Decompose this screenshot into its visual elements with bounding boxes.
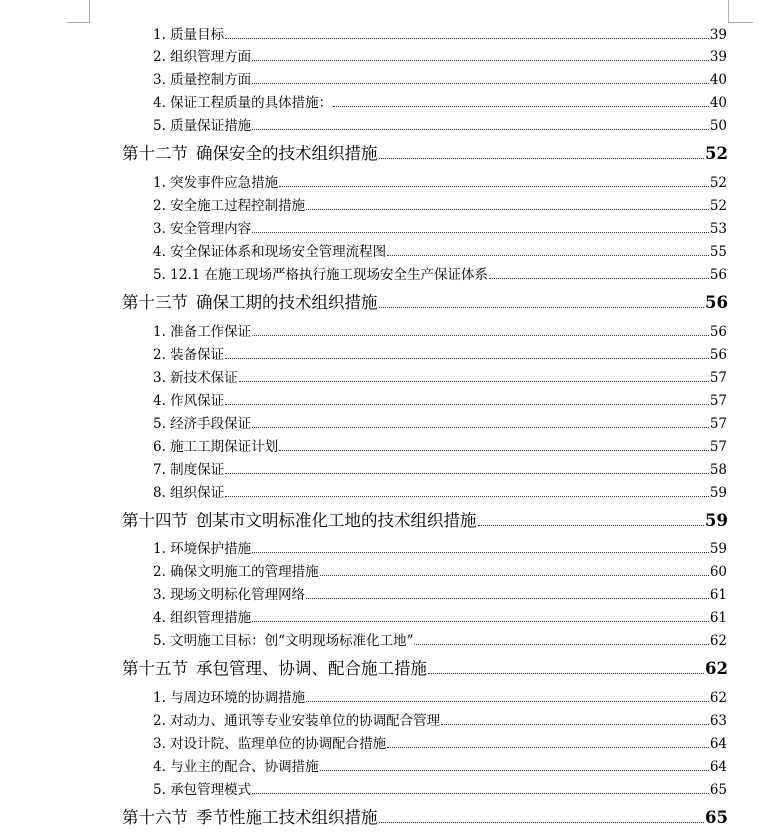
toc-entry-title: 2. 确保文明施工的管理措施 (153, 564, 319, 580)
toc-page-number: 59 (709, 485, 727, 501)
toc-item-entry[interactable] (153, 631, 727, 651)
dot-leader (489, 278, 709, 279)
toc-entry-title: 3. 安全管理内容 (153, 221, 252, 237)
toc-section-entry[interactable] (122, 141, 728, 167)
toc-item-entry[interactable] (153, 391, 727, 411)
toc-section-entry[interactable] (122, 508, 728, 534)
toc-section-entry[interactable] (122, 656, 728, 682)
dot-leader (428, 673, 704, 674)
toc-item-entry[interactable] (153, 585, 727, 605)
dot-leader (320, 575, 709, 576)
toc-item-entry[interactable] (153, 322, 727, 342)
toc-entry-title: 5. 文明施工目标：创“文明现场标准化工地” (153, 633, 414, 649)
toc-page-number: 64 (709, 736, 727, 752)
dot-leader (252, 83, 709, 84)
toc-page-number: 56 (709, 347, 727, 363)
toc-page-number: 52 (709, 175, 727, 191)
dot-leader (252, 232, 709, 233)
toc-item-entry[interactable] (153, 539, 727, 559)
dot-leader (279, 450, 709, 451)
dot-leader (333, 106, 709, 107)
toc-item-entry[interactable] (153, 242, 727, 262)
dot-leader (306, 701, 709, 702)
toc-entry-title (122, 290, 378, 316)
toc-item-entry[interactable] (153, 47, 727, 67)
toc-entry-title: 4. 保证工程质量的具体措施： (153, 95, 333, 111)
dot-leader (379, 307, 705, 308)
toc-section-title: 创某市文明标准化工地的技术组织措施 (196, 511, 477, 530)
toc-item-entry[interactable] (153, 196, 727, 216)
toc-section-title: 确保工期的技术组织措施 (196, 293, 378, 312)
dot-leader (320, 770, 709, 771)
dot-leader (239, 381, 709, 382)
toc-item-entry[interactable] (153, 437, 727, 457)
toc-entry-title: 3. 新技术保证 (153, 370, 238, 386)
toc-item-entry[interactable] (153, 368, 727, 388)
toc-entry-title: 3. 现场文明标化管理网络 (153, 587, 306, 603)
dot-leader (387, 747, 709, 748)
dot-leader (306, 209, 709, 210)
toc-item-entry[interactable] (153, 460, 727, 480)
toc-page-number: 52 (709, 198, 727, 214)
toc-page-number: 62 (709, 690, 727, 706)
toc-page-number: 53 (709, 221, 727, 237)
dot-leader (306, 598, 709, 599)
toc-page-number: 39 (709, 27, 727, 43)
toc-page-number: 52 (705, 144, 728, 163)
toc-item-entry[interactable] (153, 414, 727, 434)
toc-section-entry[interactable] (122, 805, 728, 831)
toc-item-entry[interactable] (153, 70, 727, 90)
dot-leader (225, 38, 709, 39)
toc-section-label: 第十三节 (122, 293, 188, 312)
toc-page-number: 63 (709, 713, 727, 729)
dot-leader (379, 822, 705, 823)
dot-leader (252, 621, 709, 622)
toc-entry-title: 4. 组织管理措施 (153, 610, 252, 626)
toc-page-number: 40 (709, 95, 727, 111)
toc-entry-title: 1. 质量目标 (153, 27, 225, 43)
toc-entry-title: 1. 突发事件应急措施 (153, 175, 279, 191)
toc-entry-title: 2. 对动力、通讯等专业安装单位的协调配合管理 (153, 713, 441, 729)
dot-leader (441, 724, 709, 725)
dot-leader (225, 358, 709, 359)
toc-section-label: 第十六节 (122, 808, 188, 827)
toc-entry-title: 2. 安全施工过程控制措施 (153, 198, 306, 214)
toc-page-number: 61 (709, 587, 727, 603)
toc-item-entry[interactable] (153, 265, 727, 285)
toc-page-number: 56 (705, 293, 728, 312)
toc-entry-title: 4. 安全保证体系和现场安全管理流程图 (153, 244, 387, 260)
toc-page-number: 59 (705, 511, 728, 530)
toc-item-entry[interactable] (153, 483, 727, 503)
toc-entry-title: 2. 装备保证 (153, 347, 225, 363)
dot-leader (279, 186, 709, 187)
toc-page-number: 50 (709, 118, 727, 134)
toc-entry-title: 3. 对设计院、监理单位的协调配合措施 (153, 736, 387, 752)
toc-entry-title (122, 805, 378, 831)
toc-page-number: 57 (709, 439, 727, 455)
toc-entry-title: 5. 质量保证措施 (153, 118, 252, 134)
toc-page-number: 65 (709, 782, 727, 798)
toc-item-entry[interactable] (153, 25, 727, 45)
dot-leader (225, 496, 709, 497)
toc-page-number: 61 (709, 610, 727, 626)
dot-leader (252, 552, 709, 553)
toc-item-entry[interactable] (153, 345, 727, 365)
toc-item-entry[interactable] (153, 116, 727, 136)
dot-leader (478, 525, 705, 526)
toc-section-title: 承包管理、协调、配合施工措施 (196, 659, 427, 678)
toc-entry-title: 5. 承包管理模式 (153, 782, 252, 798)
dot-leader (414, 644, 708, 645)
toc-entry-title: 6. 施工工期保证计划 (153, 439, 279, 455)
toc-item-entry[interactable] (153, 562, 727, 582)
toc-item-entry[interactable] (153, 608, 727, 628)
toc-entry-title (122, 141, 378, 167)
dot-leader (252, 129, 709, 130)
toc-item-entry[interactable] (153, 93, 727, 113)
toc-page-number: 64 (709, 759, 727, 775)
toc-item-entry[interactable] (153, 734, 727, 754)
dot-leader (252, 427, 709, 428)
dot-leader (387, 255, 709, 256)
toc-entry-title: 7. 制度保证 (153, 462, 225, 478)
toc-entry-title: 3. 质量控制方面 (153, 72, 252, 88)
toc-entry-title: 5. 经济手段保证 (153, 416, 252, 432)
toc-page-number: 55 (709, 244, 727, 260)
toc-item-entry[interactable] (153, 757, 727, 777)
toc-page-number: 62 (709, 633, 727, 649)
toc-page-number: 56 (709, 324, 727, 340)
toc-page-number: 57 (709, 370, 727, 386)
dot-leader (379, 158, 705, 159)
dot-leader (252, 793, 709, 794)
toc-item-entry[interactable] (153, 219, 727, 239)
toc-page-number: 62 (705, 659, 728, 678)
toc-entry-title (122, 508, 477, 534)
toc-entry-title: 1. 与周边环境的协调措施 (153, 690, 306, 706)
toc-section-label: 第十二节 (122, 144, 188, 163)
toc-page-number: 57 (709, 393, 727, 409)
toc-section-label: 第十五节 (122, 659, 188, 678)
dot-leader (252, 335, 709, 336)
toc-page-number: 40 (709, 72, 727, 88)
toc-section-title: 季节性施工技术组织措施 (196, 808, 378, 827)
toc-item-entry[interactable] (153, 173, 727, 193)
toc-section-label: 第十四节 (122, 511, 188, 530)
toc-section-title: 确保安全的技术组织措施 (196, 144, 378, 163)
toc-page-number: 60 (709, 564, 727, 580)
toc-item-entry[interactable] (153, 780, 727, 800)
dot-leader (225, 473, 709, 474)
toc-entry-title: 2. 组织管理方面 (153, 49, 252, 65)
toc-item-entry[interactable] (153, 688, 727, 708)
toc-page-number: 59 (709, 541, 727, 557)
dot-leader (225, 404, 709, 405)
toc-entry-title: 4. 与业主的配合、协调措施 (153, 759, 319, 775)
toc-section-entry[interactable] (122, 290, 728, 316)
dot-leader (252, 60, 709, 61)
toc-entry-title (122, 656, 427, 682)
toc-entry-title: 1. 环境保护措施 (153, 541, 252, 557)
toc-page-number: 56 (709, 267, 727, 283)
toc-page-number: 39 (709, 49, 727, 65)
toc-page-number: 58 (709, 462, 727, 478)
toc-entry-title: 8. 组织保证 (153, 485, 225, 501)
toc-page-number: 57 (709, 416, 727, 432)
toc-page-number: 65 (705, 808, 728, 827)
toc-entry-title: 5. 12.1 在施工现场严格执行施工现场安全生产保证体系 (153, 267, 489, 283)
toc-entry-title: 4. 作风保证 (153, 393, 225, 409)
toc-item-entry[interactable] (153, 711, 727, 731)
toc-entry-title: 1. 准备工作保证 (153, 324, 252, 340)
